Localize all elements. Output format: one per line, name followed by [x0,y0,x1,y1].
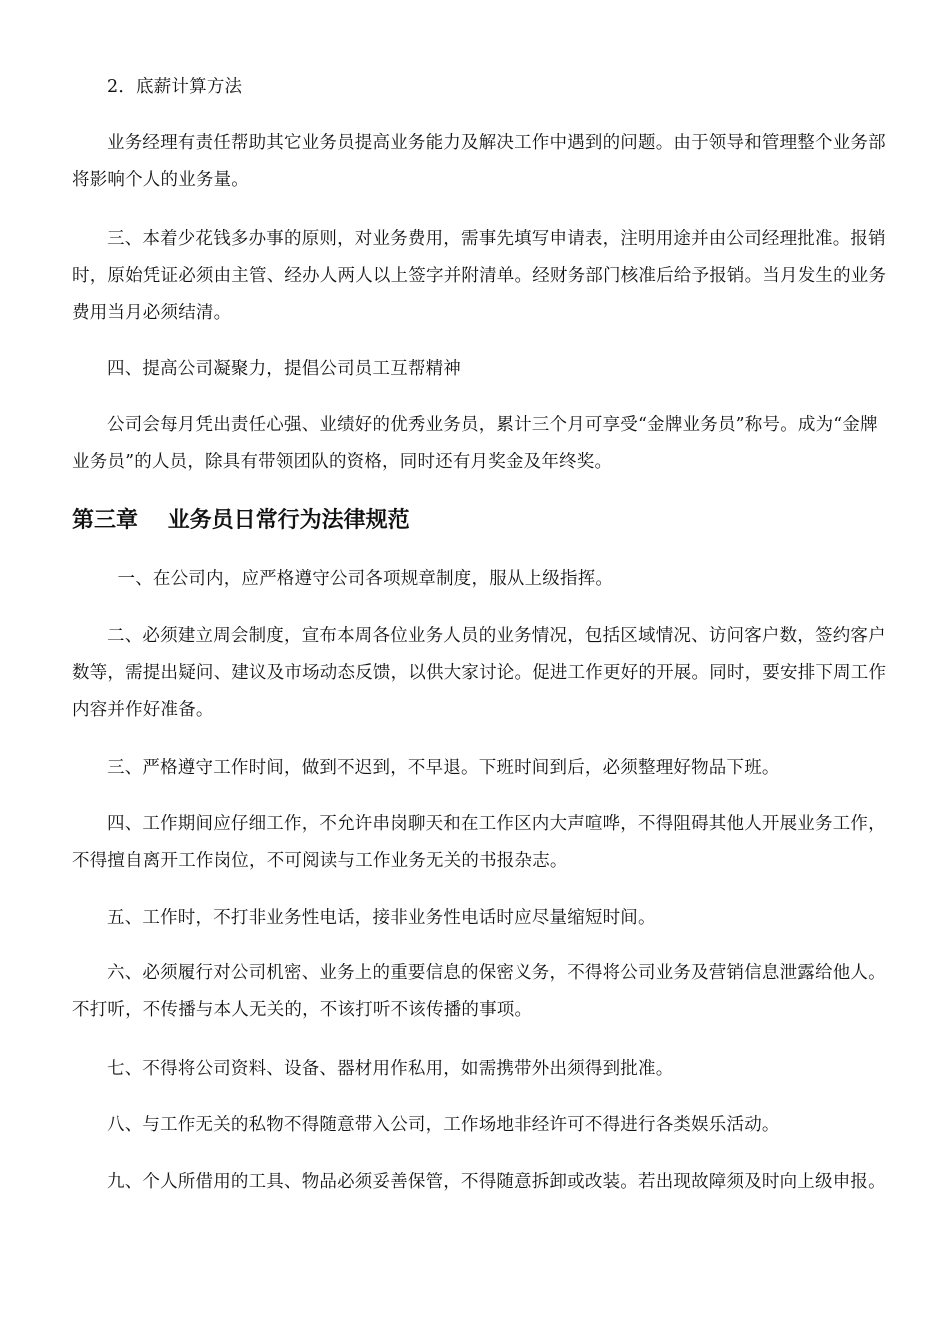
rule-9: 九、个人所借用的工具、物品必须妥善保管，不得随意拆卸或改装。若出现故障须及时向上级申报。 [107,1172,886,1192]
rule-5: 五、工作时，不打非业务性电话，接非业务性电话时应尽量缩短时间。 [107,908,656,928]
rule-7: 七、不得将公司资料、设备、器材用作私用，如需携带外出须得到批准。 [107,1059,674,1079]
section-heading-base-salary: 2．底薪计算方法 [107,77,243,97]
rule-4: 四、工作期间应仔细工作，不允许串岗聊天和在工作区内大声喧哗，不得阻碍其他人开展业务工作，不得擅自离开工作岗位，不可阅读与工作业务无关的书报杂志。 [72,814,886,871]
rule-8: 八、与工作无关的私物不得随意带入公司，工作场地非经许可不得进行各类娱乐活动。 [107,1115,780,1135]
rule-2: 二、必须建立周会制度，宣布本周各位业务人员的业务情况，包括区域情况、访问客户数，签约客户数等，需提出疑问、建议及市场动态反馈，以供大家讨论。促进工作更好的开展。同时，要安排下周工作内容并作好准备。 [72,626,887,720]
paragraph-cohesion: 四、提高公司凝聚力，提倡公司员工互帮精神 [107,359,461,379]
rule-6: 六、必须履行对公司机密、业务上的重要信息的保密义务，不得将公司业务及营销信息泄露给他人。不打听，不传播与本人无关的，不该打听不该传播的事项。 [72,963,886,1020]
paragraph-gold-medal: 公司会每月凭出责任心强、业绩好的优秀业务员，累计三个月可享受“金牌业务员”称号。成为“金牌业务员”的人员，除具有带领团队的资格，同时还有月奖金及年终奖。 [72,415,878,472]
chapter-title: 第三章 业务员日常行为法律规范 [72,508,410,533]
rule-1: 一、在公司内，应严格遵守公司各项规章制度，服从上级指挥。 [117,569,614,589]
paragraph-expense-rule: 三、本着少花钱多办事的原则，对业务费用，需事先填写申请表，注明用途并由公司经理批准。报销时，原始凭证必须由主管、经办人两人以上签字并附清单。经财务部门核准后给予报销。当月发生的业务费用当月必须结清。 [72,229,887,323]
paragraph-manager-duty: 业务经理有责任帮助其它业务员提高业务能力及解决工作中遇到的问题。由于领导和管理整个业务部将影响个人的业务量。 [72,133,886,190]
rule-3: 三、严格遵守工作时间，做到不迟到，不早退。下班时间到后，必须整理好物品下班。 [107,758,780,778]
